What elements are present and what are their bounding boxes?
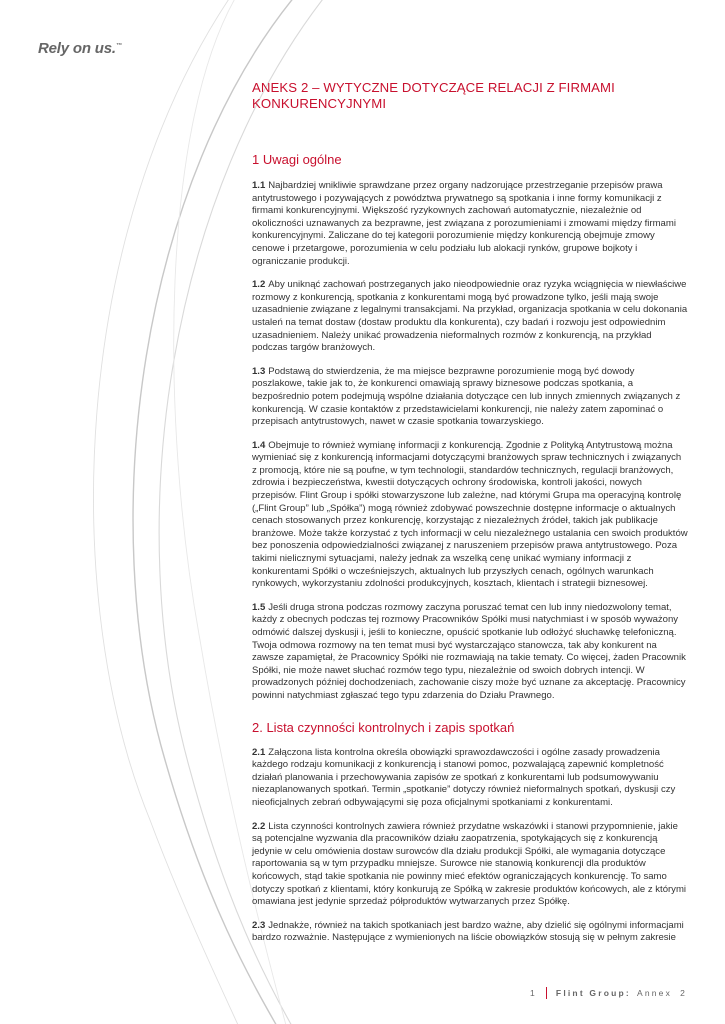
section-1-heading: 1 Uwagi ogólne [252, 152, 342, 167]
paragraph-2-2 [252, 821, 688, 909]
paragraph-text: Obejmuje to również wymianę informacji z konkurencją. Zgodnie z Polityką Antytrustową można wymieniać się z konkurencją informacjami dotyczącymi branżowych spraw technicznych i związanych z promocją, które nie są poufne, w tym technologii, standardów technicznych, regulacji branżowych, zdrowia i bezpieczeństwa, kwestii dotyczących ochrony środowiska, kontroli jakości, nowych przepisów. Flint Group i spółki stowarzyszone lub zależne, nad którymi Grupa ma operacyjną kontrolę („Flint Group” lub „Spółka”) mogą również zdobywać powszechnie dostępne informacje o aktualnych cenach stosowanych przez konkurencję, korzystając z niezależnych źródeł, takich jak publikacje branżowe. Może także korzystać z tych informacji w celu niezależnego ustalania cen swoich produktów bez ponoszenia odpowiedzialności związanej z naruszeniem przepisów prawa antytrustowego. Poza takimi nielicznymi sytuacjami, należy jednak za wszelką cenę unikać wymiany informacji z konkurentami Spółki o wcześniejszych, aktualnych lub przyszłych cenach, ogólnych warunkach rynkowych, wykorzystaniu zdolności produkcyjnych, kosztach, klientach i strategii biznesowej. [252, 439, 688, 590]
paragraph-text: Jednakże, również na takich spotkaniach jest bardzo ważne, aby dzielić się ogólnymi informacjami bardzo rozważnie. Następujące z wymienionych na liście obowiązków stosują się w pełnym zakresie [252, 919, 684, 944]
paragraph-text: Załączona lista kontrolna określa obowiązki sprawozdawczości i ogólne zasady prowadzenia każdego rodzaju komunikacji z konkurencją i stanowi pomoc, pozwalającą zapewnić kompletność działań planowania i przechowywania zapisów ze spotkań z konkurentami lub podsumowywaniu niezaplanowanych spotkań. Termin „spotkanie” dotyczy również nieformalnych spotkań, dyskusji czy nieoficjalnych zebrań odbywającymi się poza oficjalnymi spotkaniami z konkurentami. [252, 746, 676, 808]
paragraph-number: 1.4 [252, 439, 266, 451]
document-body [252, 80, 688, 945]
page-number-left: 1 [529, 988, 537, 998]
curve-4 [94, 0, 245, 1024]
footer-section: Annex [636, 988, 673, 998]
section-2-heading: 2. Lista czynności kontrolnych i zapis spotkań [252, 719, 515, 735]
page-number-right: 2 [680, 988, 687, 998]
paragraph-2-1 [252, 747, 688, 810]
footer-divider [546, 987, 547, 999]
paragraph-text: Lista czynności kontrolnych zawiera również przydatne wskazówki i stanowi przypomnienie, jakie są potencjalne wyzwania dla pracowników działu zaopatrzenia, spotykających się z konkurencją jedynie w celu omówienia dostaw surowców dla działu produkcji Spółki, ale wymagania dotyczące raportowania są w tym przypadku mniejsze. Surowce nie stanowią konkurencji dla produktów końcowych, stąd takie spotkania nie powinny mieć efektów ograniczających konkurencję. To samo dotyczy spotkań z klientami, który konkurują ze Spółką w zakresie produktów końcowych, ale z którymi omawiana jest jedynie sprzedaż półproduktów wytwarzanych przez Spółkę. [252, 820, 687, 908]
paragraph-number: 1.2 [252, 279, 266, 291]
paragraph-1-2 [252, 279, 688, 355]
paragraph-number: 1.3 [252, 365, 266, 377]
paragraph-number: 2.3 [252, 919, 266, 931]
paragraph-number: 1.5 [252, 601, 266, 613]
paragraph-2-3 [252, 920, 688, 945]
trademark-mark: ™ [115, 43, 122, 49]
footer-brand: Flint Group: [555, 988, 631, 998]
paragraph-text: Aby uniknąć zachowań postrzeganych jako nieodpowiednie oraz ryzyka wciągnięcia w niewłaściwe rozmowy z konkurencją, spotkania z konkurentami mogą być prowadzone tylko, jeśli mają swoje uzasadnienie związane z legalnymi transakcjami. Na przykład, organizacja spotkania w celu dokonania ustaleń na temat dostaw (dostaw produktu dla konkurenta), czy badań i rozwoju jest odpowiednim uzasadnieniem. Należy unikać prowadzenia nieformalnych rozmów z konkurencją, na przykład podczas targów branżowych. [252, 279, 688, 354]
paragraph-text: Podstawą do stwierdzenia, że ma miejsce bezprawne porozumienie mogą być dowody poszlakowe, takie jak to, że konkurenci omawiają sprawy biznesowe podczas spotkania, a bezpośrednio potem podejmują wspólne działania dotyczące cen lub innych zmiennych związanych z konkurencją. W czasie kontaktów z przedstawicielami konkurencji, nie należy zatem zapominać o przepisach antytrustowych, nawet w czasie spotkania towarzyskiego. [252, 365, 681, 428]
paragraph-number: 1.1 [252, 180, 266, 191]
paragraph-text: Jeśli druga strona podczas rozmowy zaczyna poruszać temat cen lub inny niedozwolony temat, każdy z obecnych podczas tej rozmowy Pracowników Spółki musi natychmiast i w sposób wyważony odmówić dalszej dyskusji i, jeśli to konieczne, opuścić spotkanie lub odłożyć słuchawkę telefoniczną. Twoja odmowa rozmowy na ten temat musi być wystarczająco stanowcza, tak aby konkurent na zawsze zapamiętał, że Pracownicy Spółki nie rozmawiają na takie tematy. Co więcej, żaden Pracownik Spółki, nie może nawet słuchać rozmów tego typu, niezależnie od swoich dobrych intencji. W prowadzonych później dochodzeniach, zachowanie ciszy może być uznane za akceptację. Pracownicy powinni natychmiast zgłaszać tego typu zdarzenia do Działu Prawnego. [252, 601, 686, 701]
page-footer [530, 987, 687, 999]
title-line-2: KONKURENCYJNYMI [252, 96, 387, 111]
title-line-1: ANEKS 2 – WYTYCZNE DOTYCZĄCE RELACJI Z FIRMAMI [252, 80, 615, 95]
paragraph-1-4 [252, 440, 688, 591]
paragraph-1-1 [252, 180, 688, 268]
paragraph-1-5 [252, 602, 688, 703]
slogan-logo [38, 40, 122, 57]
document-title [252, 80, 688, 112]
paragraph-text: Najbardziej wnikliwie sprawdzane przez organy nadzorujące przestrzeganie przepisów prawa antytrustowego i pozywających z powództwa prywatnego są spotkania i inne formy komunikacji z firmami konkurencyjnymi. Większość ryzykownych zachowań automatycznie, niezależnie od okoliczności uznawanych za bezprawne, jest związana z porozumieniami i zmowami między firmami konkurencyjnymi. Zaliczane do tej kategorii porozumienie między konkurencją obejmuje zmowy cenowe i przetargowe, porozumienia w celu podziału lub alokacji rynków, grupowe bojkoty i ograniczanie produkcji. [252, 180, 676, 267]
slogan-text: Rely on us. [38, 40, 116, 57]
paragraph-1-3 [252, 366, 688, 429]
paragraph-number: 2.1 [252, 746, 266, 758]
paragraph-number: 2.2 [252, 820, 266, 832]
